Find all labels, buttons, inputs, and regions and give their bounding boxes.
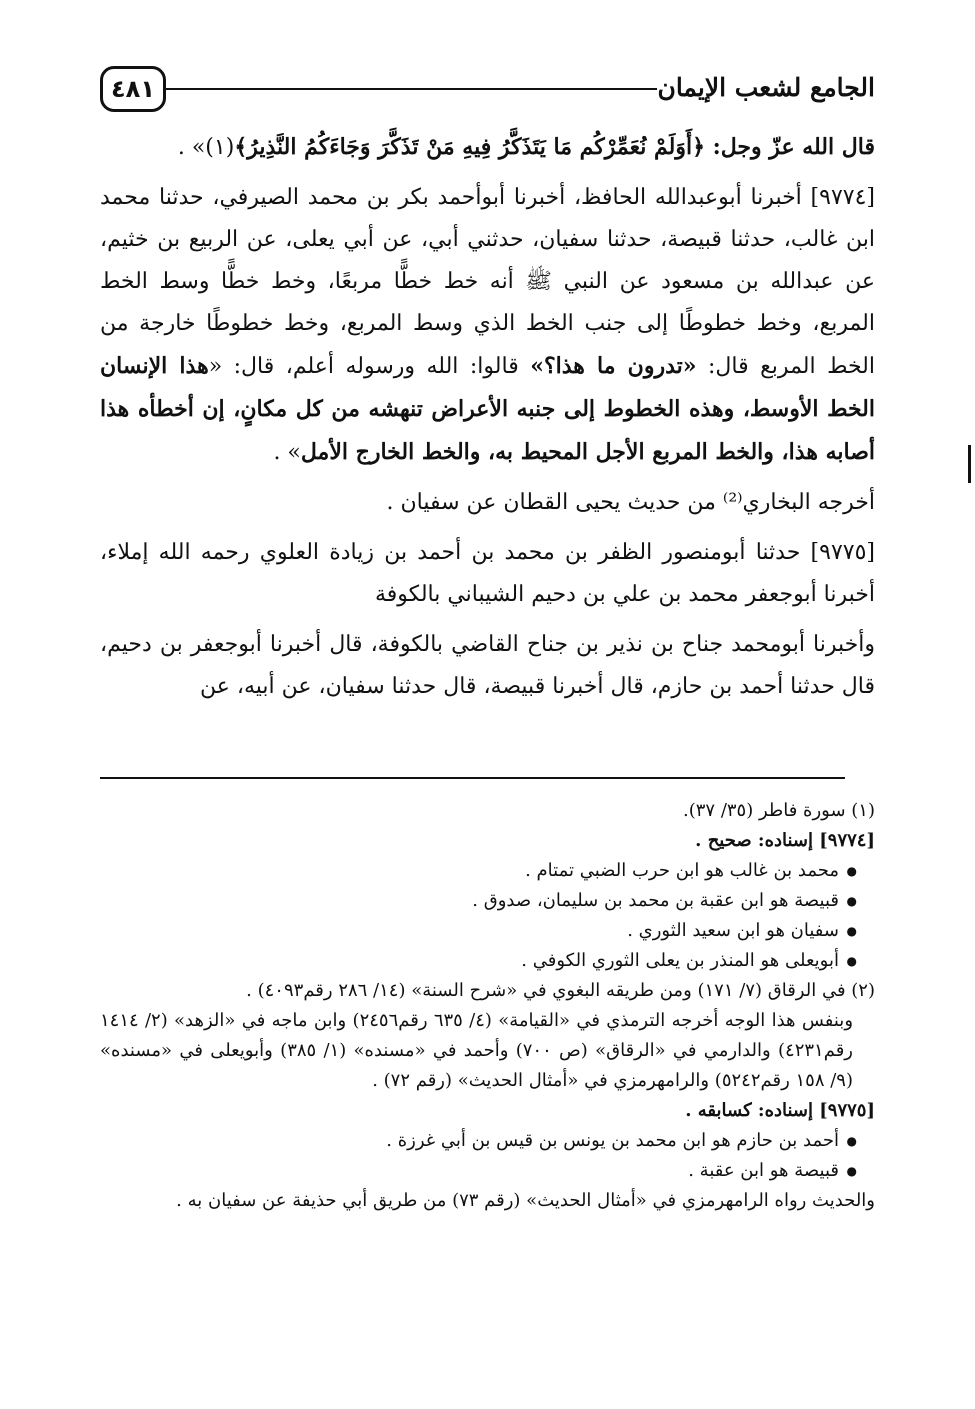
quran-verse: ﴿أَوَلَمْ نُعَمِّرْكُم مَا يَتَذَكَّرُ فِيهِ مَنْ تَذَكَّرَ وَجَاءَكُمُ النَّذِيرُ﴾: [234, 134, 705, 160]
margin-mark: [968, 445, 971, 483]
hadith-number: [٩٧٧٥]: [810, 540, 875, 565]
main-text: [100, 126, 875, 716]
hadith-9775: [100, 532, 875, 616]
verse-note: (١)» .: [177, 135, 235, 160]
running-title: الجامع لشعب الإيمان: [657, 73, 875, 102]
hadith-number: [٩٧٧٤]: [810, 185, 875, 210]
isnad-grade-9775: [100, 1096, 875, 1126]
footnote-1: (١) سورة فاطر (٣٥/ ٣٧).: [683, 800, 875, 821]
hadith-isnad: حدثنا أبومنصور الظفر بن محمد بن أحمد بن زيادة العلوي رحمه الله إملاء، أخبرنا أبوجعفر محمد بن علي بن دحيم الشيباني بالكوفة: [100, 540, 875, 607]
takhrij-paragraph: أخرجه البخاري⁽²⁾ من حديث يحيى القطان عن سفيان .: [386, 490, 875, 515]
narrator-note: ● سفيان هو ابن سعيد الثوري .: [100, 916, 857, 946]
footnotes: [100, 796, 875, 1216]
page-header: [100, 64, 875, 118]
isnad-grade: صحيح .: [695, 830, 752, 851]
verse-paragraph: [100, 126, 875, 169]
hadith-matn: هذا الإنسان الخط الأوسط، وهذه الخطوط إلى جنبه الأعراض تنهشه من كل مكانٍ، إن أخطأه هذا أصابه هذا، والخط المربع الأجل المحيط به، والخط الخارج الأمل: [100, 353, 875, 465]
isnad-grade-9774: [100, 826, 875, 856]
narrator-note: ● قبيصة هو ابن عقبة .: [100, 1156, 857, 1186]
isnad-continuation: وأخبرنا أبومحمد جناح بن نذير بن جناح القاضي بالكوفة، قال أخبرنا أبوجعفر بن دحيم، قال حدثنا أحمد بن حازم، قال أخبرنا قبيصة، قال حدثنا سفيان، عن أبيه، عن: [100, 632, 875, 699]
narrator-note: ● أبويعلى هو المنذر بن يعلى الثوري الكوفي .: [100, 946, 857, 976]
narrator-list-9774: [100, 856, 875, 976]
footnote-2: (٢) في الرقاق (٧/ ١٧١) ومن طريقه البغوي في «شرح السنة» (١٤/ ٢٨٦ رقم٤٠٩٣) .: [246, 980, 875, 1001]
hadith-9774: [100, 177, 875, 474]
isnad-grade: كسابقه .: [685, 1100, 752, 1121]
hadith-answer: قالوا: الله ورسوله أعلم، قال: «: [208, 354, 531, 379]
isnad-label: [٩٧٧٤] إسناده:: [751, 830, 875, 851]
hadith-end: » .: [273, 440, 301, 465]
hadith-question: «تدرون ما هذا؟»: [530, 353, 697, 379]
isnad-label: [٩٧٧٥] إسناده:: [751, 1100, 875, 1121]
narrator-note: ● أحمد بن حازم هو ابن محمد بن يونس بن قيس بن أبي غرزة .: [100, 1126, 857, 1156]
page-number: ٤٨١: [100, 66, 166, 112]
hadith-isnad: أخبرنا أبوعبدالله الحافظ، أخبرنا أبوأحمد بكر بن محمد الصيرفي، حدثنا محمد ابن غالب، حدثنا قبيصة، حدثنا سفيان، حدثني أبي، عن أبي يعلى، عن الربيع بن خثيم، عن عبدالله بن مسعود عن النبي ﷺ أنه خط خطًّا مربعًا، وخط خطًّا وسط الخط المربع، وخط خطوطًا إلى جنب الخط الذي وسط المربع، وخط خطوطًا خارجة من الخط المربع قال:: [100, 185, 875, 379]
header-rule: [166, 88, 657, 90]
footnote-2-continuation: وبنفس هذا الوجه أخرجه الترمذي في «القيامة» (٤/ ٦٣٥ رقم٢٤٥٦) وابن ماجه في «الزهد» (٢/ ١٤١٤ رقم٤٢٣١) والدارمي في «الرقاق» (ص ٧٠٠) وأحمد في «مسنده» (١/ ٣٨٥) وأبويعلى في «مسنده» (٩/ ١٥٨ رقم٥٢٤٢) والرامهرمزي في «أمثال الحديث» (رقم ٧٢) .: [100, 1010, 854, 1091]
footnote-final: والحديث رواه الرامهرمزي في «أمثال الحديث» (رقم ٧٣) من طريق أبي حذيفة عن سفيان به .: [176, 1190, 875, 1211]
footnote-separator: [100, 777, 845, 779]
narrator-note: ● قبيصة هو ابن عقبة بن محمد بن سليمان، صدوق .: [100, 886, 857, 916]
verse-intro: قال الله عزّ وجل:: [704, 134, 875, 160]
narrator-note: ● محمد بن غالب هو ابن حرب الضبي تمتام .: [100, 856, 857, 886]
narrator-list-9775: [100, 1126, 875, 1186]
